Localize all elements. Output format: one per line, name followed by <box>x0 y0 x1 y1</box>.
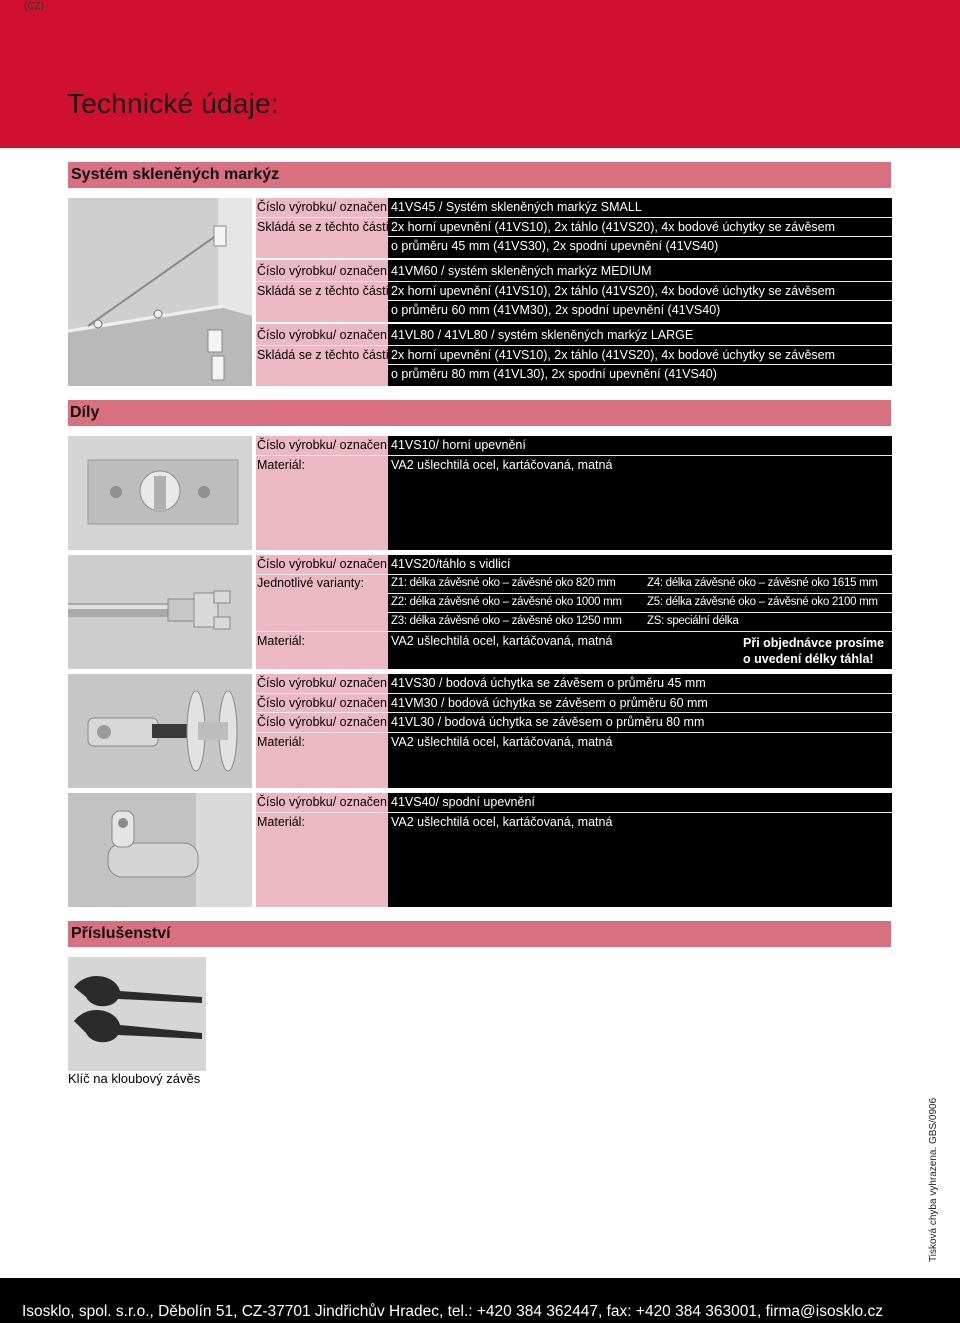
part1-spec-row <box>257 436 892 455</box>
system-spec-value: 41VM60 / systém skleněných markýz MEDIUM <box>391 264 652 278</box>
part4-spec-label: Číslo výrobku/ označení: <box>257 795 394 809</box>
part2-variants-row-3 <box>257 612 892 631</box>
footer-contact: Isosklo, spol. s.r.o., Děbolín 51, CZ-37701 Jindřichův Hradec, tel.: +420 384 362447, fax: +420 384 363001, firma@isosklo.cz <box>22 1303 883 1320</box>
system-spec-row <box>257 237 892 256</box>
system-spec-value: o průměru 45 mm (41VS30), 2x spodní upevnění (41VS40) <box>391 239 719 254</box>
section-title-accessories: Příslušenství <box>71 925 171 942</box>
variant-z4: Z4: délka závěsné oko – závěsné oko 1615 mm <box>647 577 878 589</box>
print-error-note: Tisková chyba vyhrazena. GBS/0906 <box>928 1097 939 1262</box>
system-spec-label: Číslo výrobku/ označení: <box>257 200 394 214</box>
system-spec-label: Číslo výrobku/ označení: <box>257 328 394 342</box>
part1-spec-value: VA2 ušlechtilá ocel, kartáčovaná, matná <box>391 457 613 472</box>
part2-variants-row-2 <box>257 593 892 612</box>
part4-spec-row <box>257 793 892 812</box>
order-note <box>743 635 884 667</box>
system-spec-value: o průměru 80 mm (41VL30), 2x spodní upevnění (41VS40) <box>391 367 717 382</box>
system-spec-row <box>257 262 892 281</box>
part3-spec-value: 41VS30 / bodová úchytka se závěsem o průměru 45 mm <box>391 676 706 690</box>
system-spec-value: o průměru 60 mm (41VM30), 2x spodní upevnění (41VS40) <box>391 303 721 318</box>
system-spec-row <box>257 198 892 217</box>
part1-spec-label: Materiál: <box>257 457 305 472</box>
page-title: Technické údaje: <box>67 88 279 119</box>
system-spec-row <box>257 218 892 237</box>
photo-hinge-key <box>68 957 206 1071</box>
part2-number-value: 41VS20/táhlo s vidlicí <box>391 557 511 571</box>
part3-spec-label: Číslo výrobku/ označení: <box>257 715 394 729</box>
language-code: (CZ) <box>24 1 44 12</box>
system-spec-label: Skládá se z těchto částí: <box>257 219 393 234</box>
part2-material-label: Materiál: <box>257 634 305 648</box>
photo-canopy-system <box>68 198 252 386</box>
photo-top-mount <box>68 436 252 550</box>
part3-spec-row <box>257 694 892 713</box>
part4-spec-value: VA2 ušlechtilá ocel, kartáčovaná, matná <box>391 814 613 829</box>
variant-z3: Z3: délka závěsné oko – závěsné oko 1250 mm <box>391 615 622 627</box>
header-band <box>0 0 960 148</box>
variant-zs: ZS: speciální délka <box>647 615 739 627</box>
system-spec-label: Číslo výrobku/ označení: <box>257 264 394 278</box>
part2-variants-row <box>257 574 892 593</box>
part4-spec-value: 41VS40/ spodní upevnění <box>391 795 535 809</box>
part1-spec-row <box>257 456 892 475</box>
part3-spec-label: Materiál: <box>257 734 305 749</box>
part3-spec-label: Číslo výrobku/ označení: <box>257 676 394 690</box>
system-spec-value: 2x horní upevnění (41VS10), 2x táhlo (41VS20), 4x bodové úchytky se závěsem <box>391 283 836 298</box>
section-bar-parts <box>68 400 891 426</box>
system-spec-value: 41VS45 / Systém skleněných markýz SMALL <box>391 200 642 214</box>
part2-number-label: Číslo výrobku/ označení: <box>257 557 394 571</box>
part3-spec-row <box>257 713 892 732</box>
group-divider <box>256 322 892 324</box>
section-title-parts: Díly <box>70 404 100 421</box>
order-note-line1: Při objednávce prosíme <box>743 636 885 650</box>
part4-spec-label: Materiál: <box>257 814 305 829</box>
system-spec-label: Skládá se z těchto částí: <box>257 347 393 362</box>
part4-spec-row <box>257 813 892 832</box>
system-spec-value: 2x horní upevnění (41VS10), 2x táhlo (41VS20), 4x bodové úchytky se závěsem <box>391 347 836 362</box>
order-note-line2: o uvedení délky táhla! <box>743 652 874 666</box>
system-spec-row <box>257 326 892 345</box>
part2-variants-label: Jednotlivé varianty: <box>257 576 365 590</box>
group-divider <box>256 258 892 260</box>
system-spec-row <box>257 346 892 365</box>
part2-number-row <box>257 555 892 574</box>
part1-spec-label: Číslo výrobku/ označení: <box>257 438 394 452</box>
system-spec-value: 41VL80 / 41VL80 / systém skleněných markýz LARGE <box>391 328 694 342</box>
system-spec-label: Skládá se z těchto částí: <box>257 283 393 298</box>
system-spec-row <box>257 282 892 301</box>
accessory-caption: Klíč na kloubový závěs <box>68 1071 201 1086</box>
photo-point-fixing <box>68 674 252 788</box>
part3-spec-value: 41VL30 / bodová úchytka se závěsem o průměru 80 mm <box>391 715 705 729</box>
section-bar-accessories <box>68 921 891 947</box>
system-spec-row <box>257 301 892 320</box>
system-spec-row <box>257 365 892 384</box>
part3-spec-value: 41VM30 / bodová úchytka se závěsem o průměru 60 mm <box>391 695 708 710</box>
part1-spec-value: 41VS10/ horní upevnění <box>391 438 526 452</box>
variant-z1: Z1: délka závěsné oko – závěsné oko 820 mm <box>391 577 616 589</box>
part3-spec-label: Číslo výrobku/ označení: <box>257 695 394 710</box>
part2-material-value: VA2 ušlechtilá ocel, kartáčovaná, matná <box>391 634 613 648</box>
variant-z5: Z5: délka závěsné oko – závěsné oko 2100 mm <box>647 596 878 608</box>
part3-spec-row <box>257 733 892 752</box>
system-spec-value: 2x horní upevnění (41VS10), 2x táhlo (41VS20), 4x bodové úchytky se závěsem <box>391 219 836 234</box>
part3-spec-row <box>257 674 892 693</box>
variant-z2: Z2: délka závěsné oko – závěsné oko 1000 mm <box>391 596 622 608</box>
part3-spec-value: VA2 ušlechtilá ocel, kartáčovaná, matná <box>391 734 613 749</box>
section-title-system: Systém skleněných markýz <box>71 166 280 183</box>
photo-tie-rod <box>68 555 252 669</box>
photo-bottom-mount <box>68 793 252 907</box>
section-bar-system <box>68 162 891 188</box>
